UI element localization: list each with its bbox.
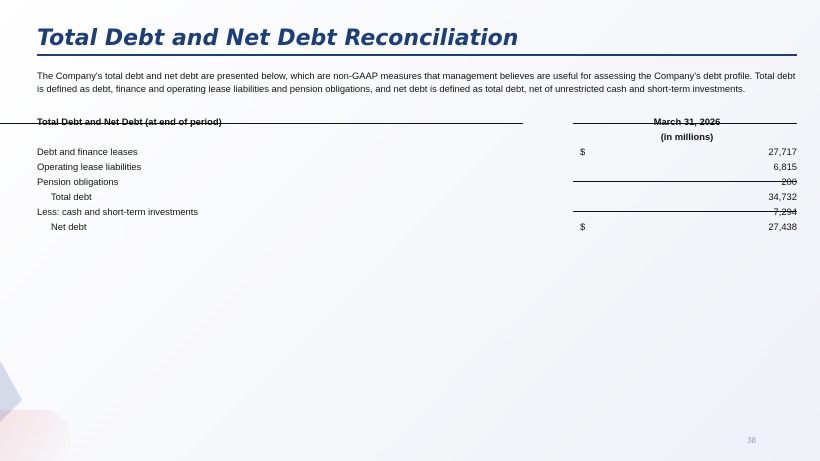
intro-paragraph: The Company's total debt and net debt are presented below, which are non-GAAP measures that management believes are useful for assessing the Company's debt profile. Total debt is defined as debt, finance and operating lease liabilities and pension obligations, and net debt is defined as total debt, net of unrestricted cash and short-term investments. xyxy=(37,70,796,94)
row-label: Net debt xyxy=(51,221,87,232)
table-header-label: Total Debt and Net Debt (at end of period) xyxy=(37,116,222,127)
total-rule xyxy=(573,211,797,212)
table-row xyxy=(37,159,797,174)
row-label: Operating lease liabilities xyxy=(37,161,142,172)
table-row-subtotal xyxy=(37,189,797,204)
currency-symbol: $ xyxy=(580,146,586,157)
table-header-row xyxy=(37,114,797,129)
units-row xyxy=(37,129,797,144)
slide-title: Total Debt and Net Debt Reconciliation xyxy=(37,26,519,51)
row-label: Debt and finance leases xyxy=(37,146,138,157)
row-label: Total debt xyxy=(51,191,92,202)
row-value: 27,438 xyxy=(768,221,797,232)
row-value: 27,717 xyxy=(768,146,797,157)
row-label: Pension obligations xyxy=(37,176,119,187)
row-value: 34,732 xyxy=(768,191,797,202)
table-row-total xyxy=(37,219,797,234)
units-label: (in millions) xyxy=(660,131,714,142)
table-row xyxy=(37,144,797,159)
subtotal-rule xyxy=(573,181,797,182)
currency-symbol: $ xyxy=(580,221,586,232)
row-label: Less: cash and short-term investments xyxy=(37,206,199,217)
page-number: 38 xyxy=(747,436,756,445)
corner-swoosh-decoration xyxy=(0,410,70,461)
column-header-date: March 31, 2026 xyxy=(653,116,721,127)
title-underline xyxy=(37,54,797,56)
row-value: 6,815 xyxy=(773,161,797,172)
reconciliation-table xyxy=(37,114,797,234)
